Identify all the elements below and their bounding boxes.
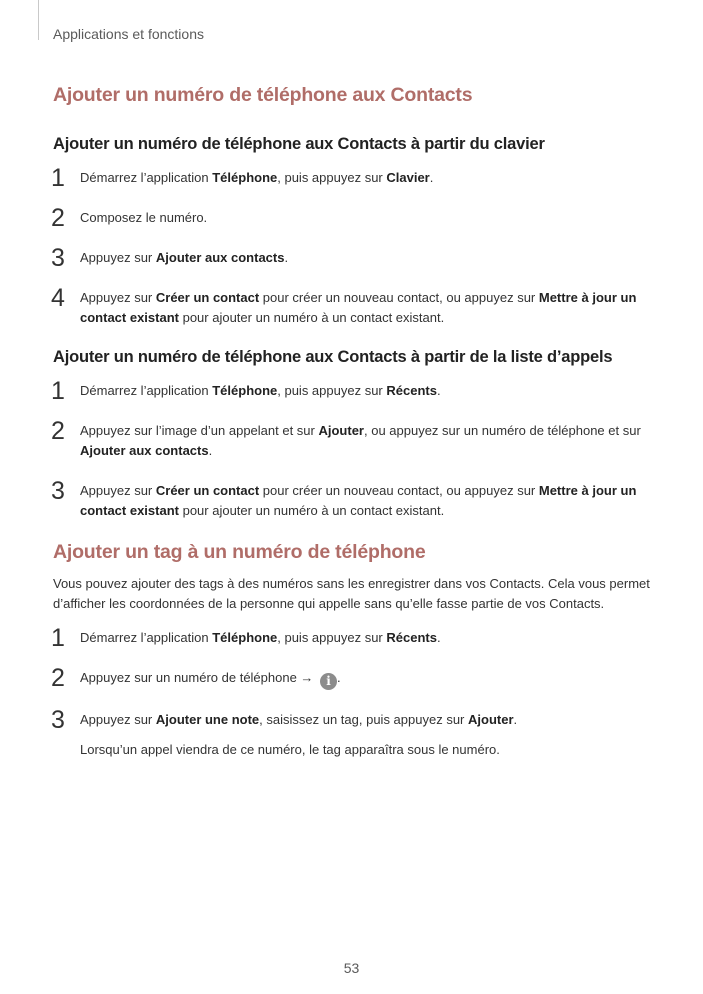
- step-number: 2: [51, 204, 65, 232]
- step-item: [51, 417, 653, 461]
- step-text: [80, 208, 653, 228]
- ui-term: Téléphone: [212, 383, 278, 398]
- step-text: [80, 628, 653, 648]
- ui-term: Ajouter aux contacts: [80, 443, 209, 458]
- step-item: [51, 664, 653, 692]
- page-number: 53: [343, 960, 360, 976]
- step-text: [80, 710, 653, 760]
- step-number: 2: [51, 417, 65, 445]
- step-text-run: .: [208, 443, 213, 458]
- step-text-run: Composez le numéro.: [80, 210, 208, 225]
- step-text: [80, 381, 653, 401]
- step-text-run: , saisissez un tag, puis appuyez sur: [259, 712, 468, 727]
- step-number: 3: [51, 477, 65, 505]
- subsection-title: Ajouter un numéro de téléphone aux Contacts à partir du clavier: [53, 135, 545, 153]
- ui-term: Ajouter une note: [155, 712, 260, 727]
- step-number: 1: [51, 377, 65, 405]
- step-text: [80, 248, 653, 268]
- step-number: 1: [51, 164, 65, 192]
- step-text-run: pour ajouter un numéro à un contact existant.: [178, 310, 445, 325]
- step-item: [51, 204, 653, 232]
- ui-term: Ajouter: [318, 423, 364, 438]
- step-item: [51, 377, 653, 405]
- step-list: [51, 377, 653, 521]
- step-text-run: Démarrez l’application: [80, 630, 213, 645]
- step-text-run: Appuyez sur l’image d’un appelant et sur: [80, 423, 319, 438]
- step-text-run: Appuyez sur: [80, 483, 156, 498]
- step-text-run: Démarrez l’application: [80, 170, 213, 185]
- step-number: 4: [51, 284, 65, 312]
- step-text-run: Appuyez sur: [80, 290, 156, 305]
- step-text-run: .: [513, 712, 518, 727]
- step-text: [80, 421, 653, 461]
- intro-paragraph: Vous pouvez ajouter des tags à des numéros sans les enregistrer dans vos Contacts. Cela vous permet d’afficher les coordonnées de la personne qui appelle sans qu’elle fasse partie de vos Contacts.: [53, 576, 650, 611]
- step-text-run: , puis appuyez sur: [277, 383, 387, 398]
- step-number: 3: [51, 244, 65, 272]
- step-text-run: .: [337, 670, 341, 685]
- step-text-run: .: [284, 250, 289, 265]
- step-item: [51, 284, 653, 328]
- step-number: 3: [51, 706, 65, 734]
- step-list: [51, 164, 653, 328]
- ui-term: Créer un contact: [155, 483, 260, 498]
- step-text-run: .: [436, 630, 441, 645]
- step-text-run: Démarrez l’application: [80, 383, 213, 398]
- subsection-title: Ajouter un numéro de téléphone aux Contacts à partir de la liste d’appels: [53, 348, 613, 366]
- step-text-run: pour ajouter un numéro à un contact existant.: [178, 503, 445, 518]
- step-text-run: Appuyez sur un numéro de téléphone →: [80, 670, 318, 685]
- step-text-run: pour créer un nouveau contact, ou appuyez sur: [259, 290, 539, 305]
- ui-term: Mettre à jour un contact existant: [80, 483, 637, 518]
- running-head: Applications et fonctions: [53, 26, 204, 42]
- step-text-run: Appuyez sur: [80, 250, 156, 265]
- ui-term: Récents: [386, 630, 437, 645]
- step-text-run: .: [429, 170, 434, 185]
- step-item: [51, 624, 653, 652]
- step-item: [51, 244, 653, 272]
- step-item: [51, 477, 653, 521]
- step-text-run: .: [436, 383, 441, 398]
- info-icon: i: [320, 673, 337, 690]
- step-text-run: , puis appuyez sur: [277, 170, 387, 185]
- step-text: [80, 288, 653, 328]
- ui-term: Créer un contact: [155, 290, 260, 305]
- ui-term: Ajouter: [468, 712, 514, 727]
- step-number: 2: [51, 664, 65, 692]
- step-text-run: Appuyez sur: [80, 712, 156, 727]
- step-item: [51, 164, 653, 192]
- ui-term: Clavier: [386, 170, 430, 185]
- step-text-run: , puis appuyez sur: [277, 630, 387, 645]
- ui-term: Ajouter aux contacts: [155, 250, 285, 265]
- section-title: Ajouter un tag à un numéro de téléphone: [53, 541, 426, 563]
- step-note: Lorsqu’un appel viendra de ce numéro, le tag apparaîtra sous le numéro.: [80, 742, 500, 757]
- step-list: [51, 624, 653, 760]
- step-number: 1: [51, 624, 65, 652]
- ui-term: Téléphone: [212, 170, 278, 185]
- step-text: [80, 668, 653, 690]
- step-item: [51, 706, 653, 760]
- step-text: [80, 168, 653, 188]
- ui-term: Mettre à jour un contact existant: [80, 290, 637, 325]
- ui-term: Récents: [386, 383, 437, 398]
- step-text-run: pour créer un nouveau contact, ou appuyez sur: [259, 483, 539, 498]
- ui-term: Téléphone: [212, 630, 278, 645]
- step-text-run: , ou appuyez sur un numéro de téléphone et sur: [363, 423, 641, 438]
- page-content: [53, 84, 653, 780]
- step-text: [80, 481, 653, 521]
- header-rule: [38, 0, 39, 40]
- section-title: Ajouter un numéro de téléphone aux Contacts: [53, 84, 473, 106]
